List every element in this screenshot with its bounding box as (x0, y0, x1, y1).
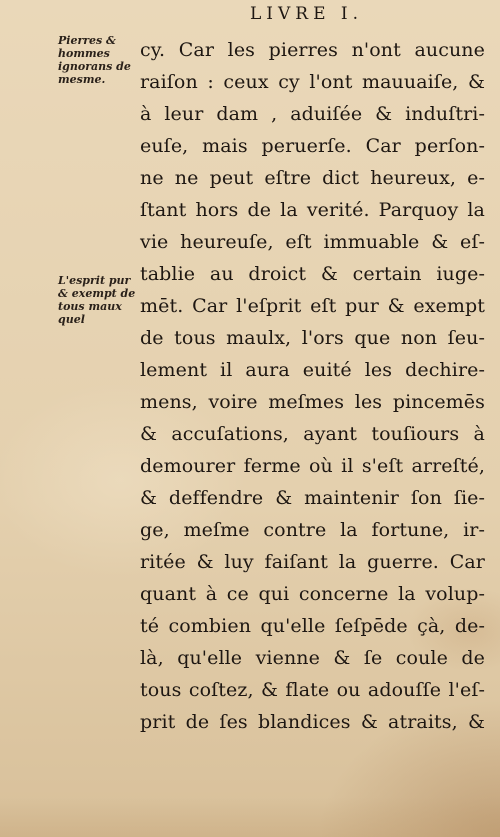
text-line: lement il aura euité les dechire- (140, 359, 485, 381)
text-line: quant à ce qui concerne la volup- (140, 583, 485, 605)
text-line: de tous maulx, l'ors que non ſeu- (140, 327, 485, 349)
text-line: raiſon : ceux cy l'ont mauuaiſe, & (140, 71, 485, 93)
text-line: té combien qu'elle ſeſpēde çà, de- (140, 615, 485, 637)
page-stain (0, 797, 500, 837)
text-line: ne ne peut eſtre dict heureux, e- (140, 167, 485, 189)
running-head: LIVRE I. (250, 4, 364, 24)
text-line: ge, meſme contre la fortune, ir- (140, 519, 485, 541)
body-text (140, 34, 485, 738)
margin-note-spirit: L'esprit pur & exempt de tous maux quel (58, 274, 136, 326)
text-line: à leur dam , aduiſée & induſtri- (140, 103, 485, 125)
text-line: & accuſations, ayant touſiours à (140, 423, 485, 445)
text-line: mens, voire meſmes les pincemēs (140, 391, 485, 413)
text-line: demourer ferme où il s'eſt arreſté, (140, 455, 485, 477)
text-line: vie heureuſe, eſt immuable & eſ- (140, 231, 485, 253)
text-line: ſtant hors de la verité. Parquoy la (140, 199, 485, 221)
text-line: & deffendre & maintenir ſon ſie- (140, 487, 485, 509)
text-line: euſe, mais peruerſe. Car perſon- (140, 135, 485, 157)
text-line: tablie au droict & certain iuge- (140, 263, 485, 285)
text-line: là, qu'elle vienne & ſe coule de (140, 647, 485, 669)
text-line: tous coſtez, & flate ou adouſſe l'eſ- (140, 679, 485, 701)
text-line: cy. Car les pierres n'ont aucune (140, 39, 485, 61)
text-line: mēt. Car l'eſprit eſt pur & exempt (140, 295, 485, 317)
margin-note-stones: Pierres & hommes ignorans de mesme. (58, 34, 131, 86)
text-line: prit de ſes blandices & atraits, & (140, 711, 485, 733)
text-line: ritée & luy faiſant la guerre. Car (140, 551, 485, 573)
